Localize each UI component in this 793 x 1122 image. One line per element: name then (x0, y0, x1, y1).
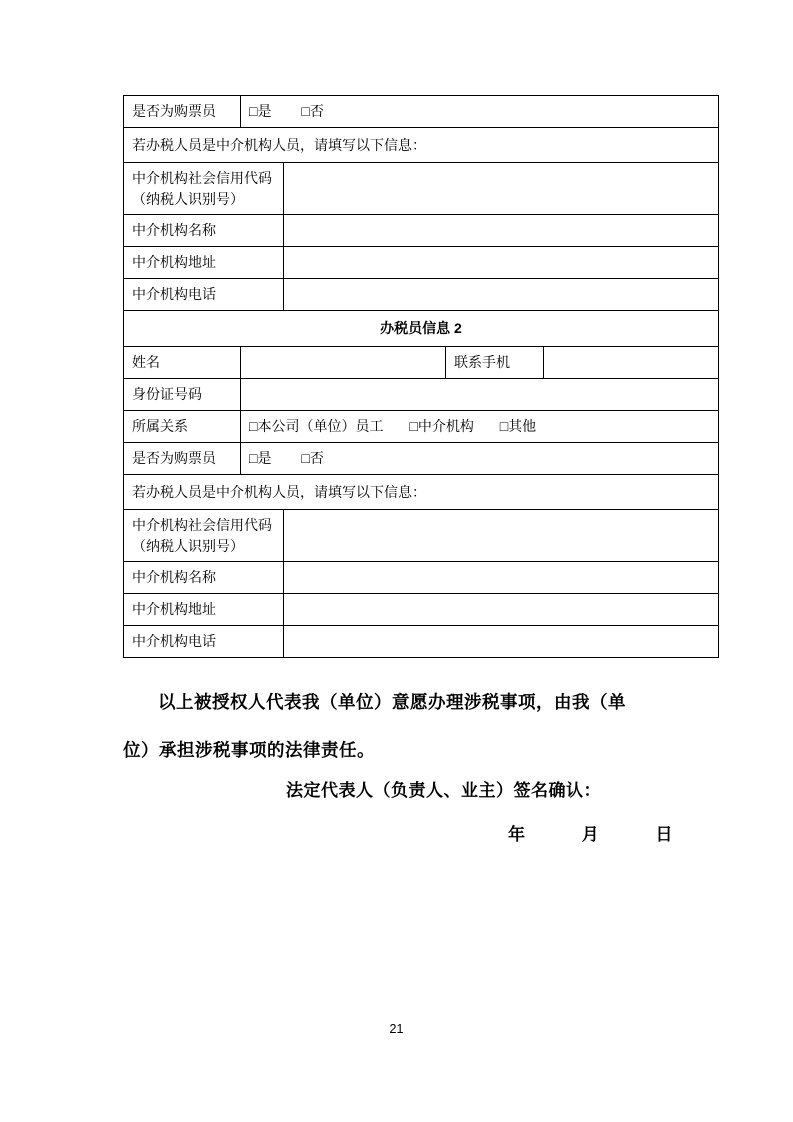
agency-address-input-cell-s2[interactable] (284, 594, 719, 626)
checkbox-no-s1[interactable]: □否 (301, 103, 324, 120)
intermediary-note-s2: 若办税人员是中介机构人员，请填写以下信息： (124, 475, 719, 510)
checkbox-agency[interactable]: □中介机构 (409, 418, 474, 435)
section-title-agent-2: 办税员信息 2 (124, 311, 719, 347)
page-number: 21 (389, 1022, 404, 1036)
agency-name-label-s1: 中介机构名称 (124, 215, 284, 247)
ticket-purchaser-options-s1 (241, 96, 719, 128)
agency-phone-label-s1: 中介机构电话 (124, 279, 284, 311)
name-label: 姓名 (124, 347, 241, 379)
ticket-purchaser-label-s2: 是否为购票员 (124, 443, 241, 475)
ticket-purchaser-label-s1: 是否为购票员 (124, 96, 241, 128)
ticket-purchaser-options-s2 (241, 443, 719, 475)
agency-phone-input-cell-s1[interactable] (284, 279, 719, 311)
relation-options (241, 411, 719, 443)
mobile-input-cell[interactable] (544, 347, 719, 379)
relation-label: 所属关系 (124, 411, 241, 443)
credit-code-label-s2: 中介机构社会信用代码（纳税人识别号） (124, 510, 284, 562)
checkbox-employee[interactable]: □本公司（单位）员工 (249, 418, 384, 435)
mobile-label: 联系手机 (446, 347, 544, 379)
authorization-statement: 以上被授权人代表我（单位）意愿办理涉税事项，由我（单位）承担涉税事项的法律责任。 (123, 692, 626, 760)
agency-address-input-cell-s1[interactable] (284, 247, 719, 279)
id-number-input-cell[interactable] (241, 379, 719, 411)
tax-agent-form-table (123, 95, 719, 658)
date-line (508, 820, 672, 845)
agency-address-label-s2: 中介机构地址 (124, 594, 284, 626)
id-number-label: 身份证号码 (124, 379, 241, 411)
intermediary-note-s1: 若办税人员是中介机构人员，请填写以下信息： (124, 128, 719, 163)
credit-code-input-cell-s1[interactable] (284, 163, 719, 215)
checkbox-yes-s1[interactable]: □是 (249, 103, 272, 120)
credit-code-label-s1: 中介机构社会信用代码（纳税人识别号） (124, 163, 284, 215)
agency-name-input-cell-s2[interactable] (284, 562, 719, 594)
date-day-label: 日 (655, 825, 673, 844)
checkbox-yes-s2[interactable]: □是 (249, 450, 272, 467)
checkbox-other[interactable]: □其他 (499, 418, 537, 435)
date-month-label: 月 (581, 825, 599, 844)
credit-code-input-cell-s2[interactable] (284, 510, 719, 562)
agency-name-label-s2: 中介机构名称 (124, 562, 284, 594)
checkbox-no-s2[interactable]: □否 (301, 450, 324, 467)
agency-phone-input-cell-s2[interactable] (284, 626, 719, 658)
agency-name-input-cell-s1[interactable] (284, 215, 719, 247)
date-year-label: 年 (508, 825, 525, 844)
agency-address-label-s1: 中介机构地址 (124, 247, 284, 279)
signature-confirm-label: 法定代表人（负责人、业主）签名确认： (286, 781, 601, 800)
name-input-cell[interactable] (241, 347, 446, 379)
agency-phone-label-s2: 中介机构电话 (124, 626, 284, 658)
